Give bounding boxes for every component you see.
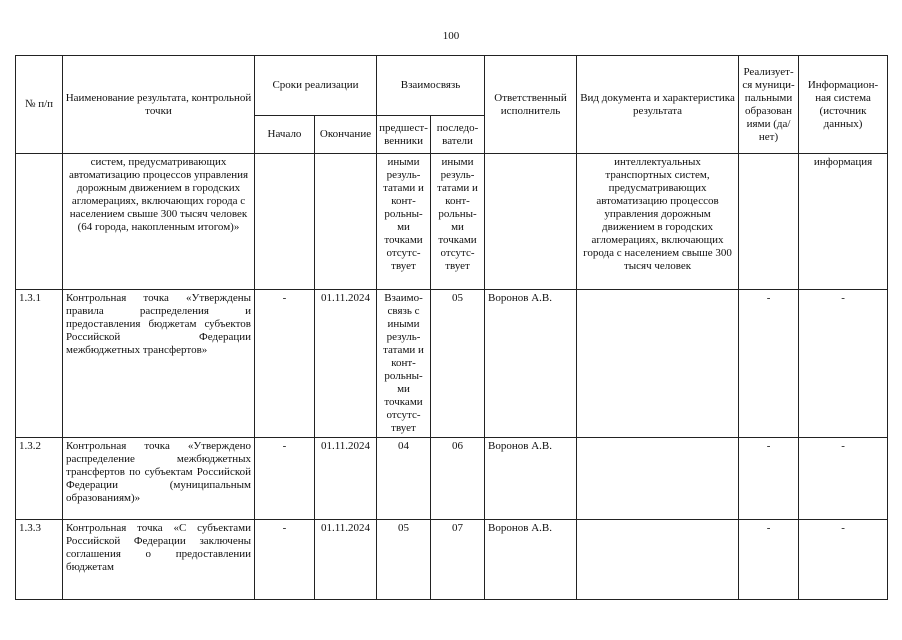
- row-info-system: -: [799, 290, 888, 438]
- row-municipal: [739, 154, 799, 290]
- row-num: 1.3.3: [16, 520, 63, 600]
- row-responsible: [485, 154, 577, 290]
- row-municipal: -: [739, 520, 799, 600]
- row-name: Контрольная точка «Утверждены правила распределения и предоставления бюджетам субъектов Российской Федерации межбюджетных трансфертов»: [63, 290, 255, 438]
- row-info-system: информация: [799, 154, 888, 290]
- header-name: Наименование результата, контрольной точки: [63, 56, 255, 154]
- row-predecessors: иными резуль-татами и конт-рольны-ми точками отсутс-твует: [377, 154, 431, 290]
- header-municipal: Реализует-ся муници-пальными образован иями (да/нет): [739, 56, 799, 154]
- header-doc-type: Вид документа и характеристика результата: [577, 56, 739, 154]
- row-name: Контрольная точка «С субъектами Российской Федерации заключены соглашения о предоставлении бюджетам: [63, 520, 255, 600]
- header-num: № п/п: [16, 56, 63, 154]
- row-doc-type: [577, 520, 739, 600]
- header-info-system: Информацион-ная система (источник данных): [799, 56, 888, 154]
- row-num: 1.3.2: [16, 438, 63, 520]
- row-name: систем, предусматривающих автоматизацию процессов управления дорожным движением в городских агломерациях, включающих города с населением свыше 300 тысяч человек (64 города, накопленным итогом)»: [63, 154, 255, 290]
- row-municipal: -: [739, 290, 799, 438]
- row-predecessors: 05: [377, 520, 431, 600]
- page-number: 100: [442, 30, 460, 42]
- plan-table: [15, 55, 888, 600]
- row-predecessors: Взаимо-связь с иными резуль-татами и конт-рольны-ми точками отсутс-твует: [377, 290, 431, 438]
- row-start: -: [255, 438, 315, 520]
- row-municipal: -: [739, 438, 799, 520]
- header-successors: последо-ватели: [431, 116, 485, 154]
- row-responsible: Воронов А.В.: [485, 438, 577, 520]
- table-row: [16, 154, 888, 290]
- row-responsible: Воронов А.В.: [485, 520, 577, 600]
- header-terms: Сроки реализации: [255, 56, 377, 116]
- row-name: Контрольная точка «Утверждено распределение межбюджетных трансфертов по субъектам Российской Федерации (муниципальным образованиям)»: [63, 438, 255, 520]
- row-end: 01.11.2024: [315, 520, 377, 600]
- table-row: [16, 520, 888, 600]
- header-relation: Взаимосвязь: [377, 56, 485, 116]
- header-end: Окончание: [315, 116, 377, 154]
- row-successors: 06: [431, 438, 485, 520]
- table-row: [16, 290, 888, 438]
- row-doc-type: [577, 438, 739, 520]
- row-start: [255, 154, 315, 290]
- row-num: 1.3.1: [16, 290, 63, 438]
- row-doc-type: [577, 290, 739, 438]
- row-end: 01.11.2024: [315, 290, 377, 438]
- row-predecessors: 04: [377, 438, 431, 520]
- row-end: 01.11.2024: [315, 438, 377, 520]
- header-start: Начало: [255, 116, 315, 154]
- header-responsible: Ответственный исполнитель: [485, 56, 577, 154]
- row-end: [315, 154, 377, 290]
- header-predecessors: предшест-венники: [377, 116, 431, 154]
- row-start: -: [255, 290, 315, 438]
- row-num: [16, 154, 63, 290]
- row-info-system: -: [799, 520, 888, 600]
- row-successors: 05: [431, 290, 485, 438]
- table-row: [16, 438, 888, 520]
- row-doc-type: интеллектуальных транспортных систем, предусматривающих автоматизацию процессов управления дорожным движением в городских агломерациях, включающих города с населением свыше 300 тысяч человек: [577, 154, 739, 290]
- row-successors: иными резуль-татами и конт-рольны-ми точками отсутс-твует: [431, 154, 485, 290]
- row-start: -: [255, 520, 315, 600]
- row-info-system: -: [799, 438, 888, 520]
- row-successors: 07: [431, 520, 485, 600]
- row-responsible: Воронов А.В.: [485, 290, 577, 438]
